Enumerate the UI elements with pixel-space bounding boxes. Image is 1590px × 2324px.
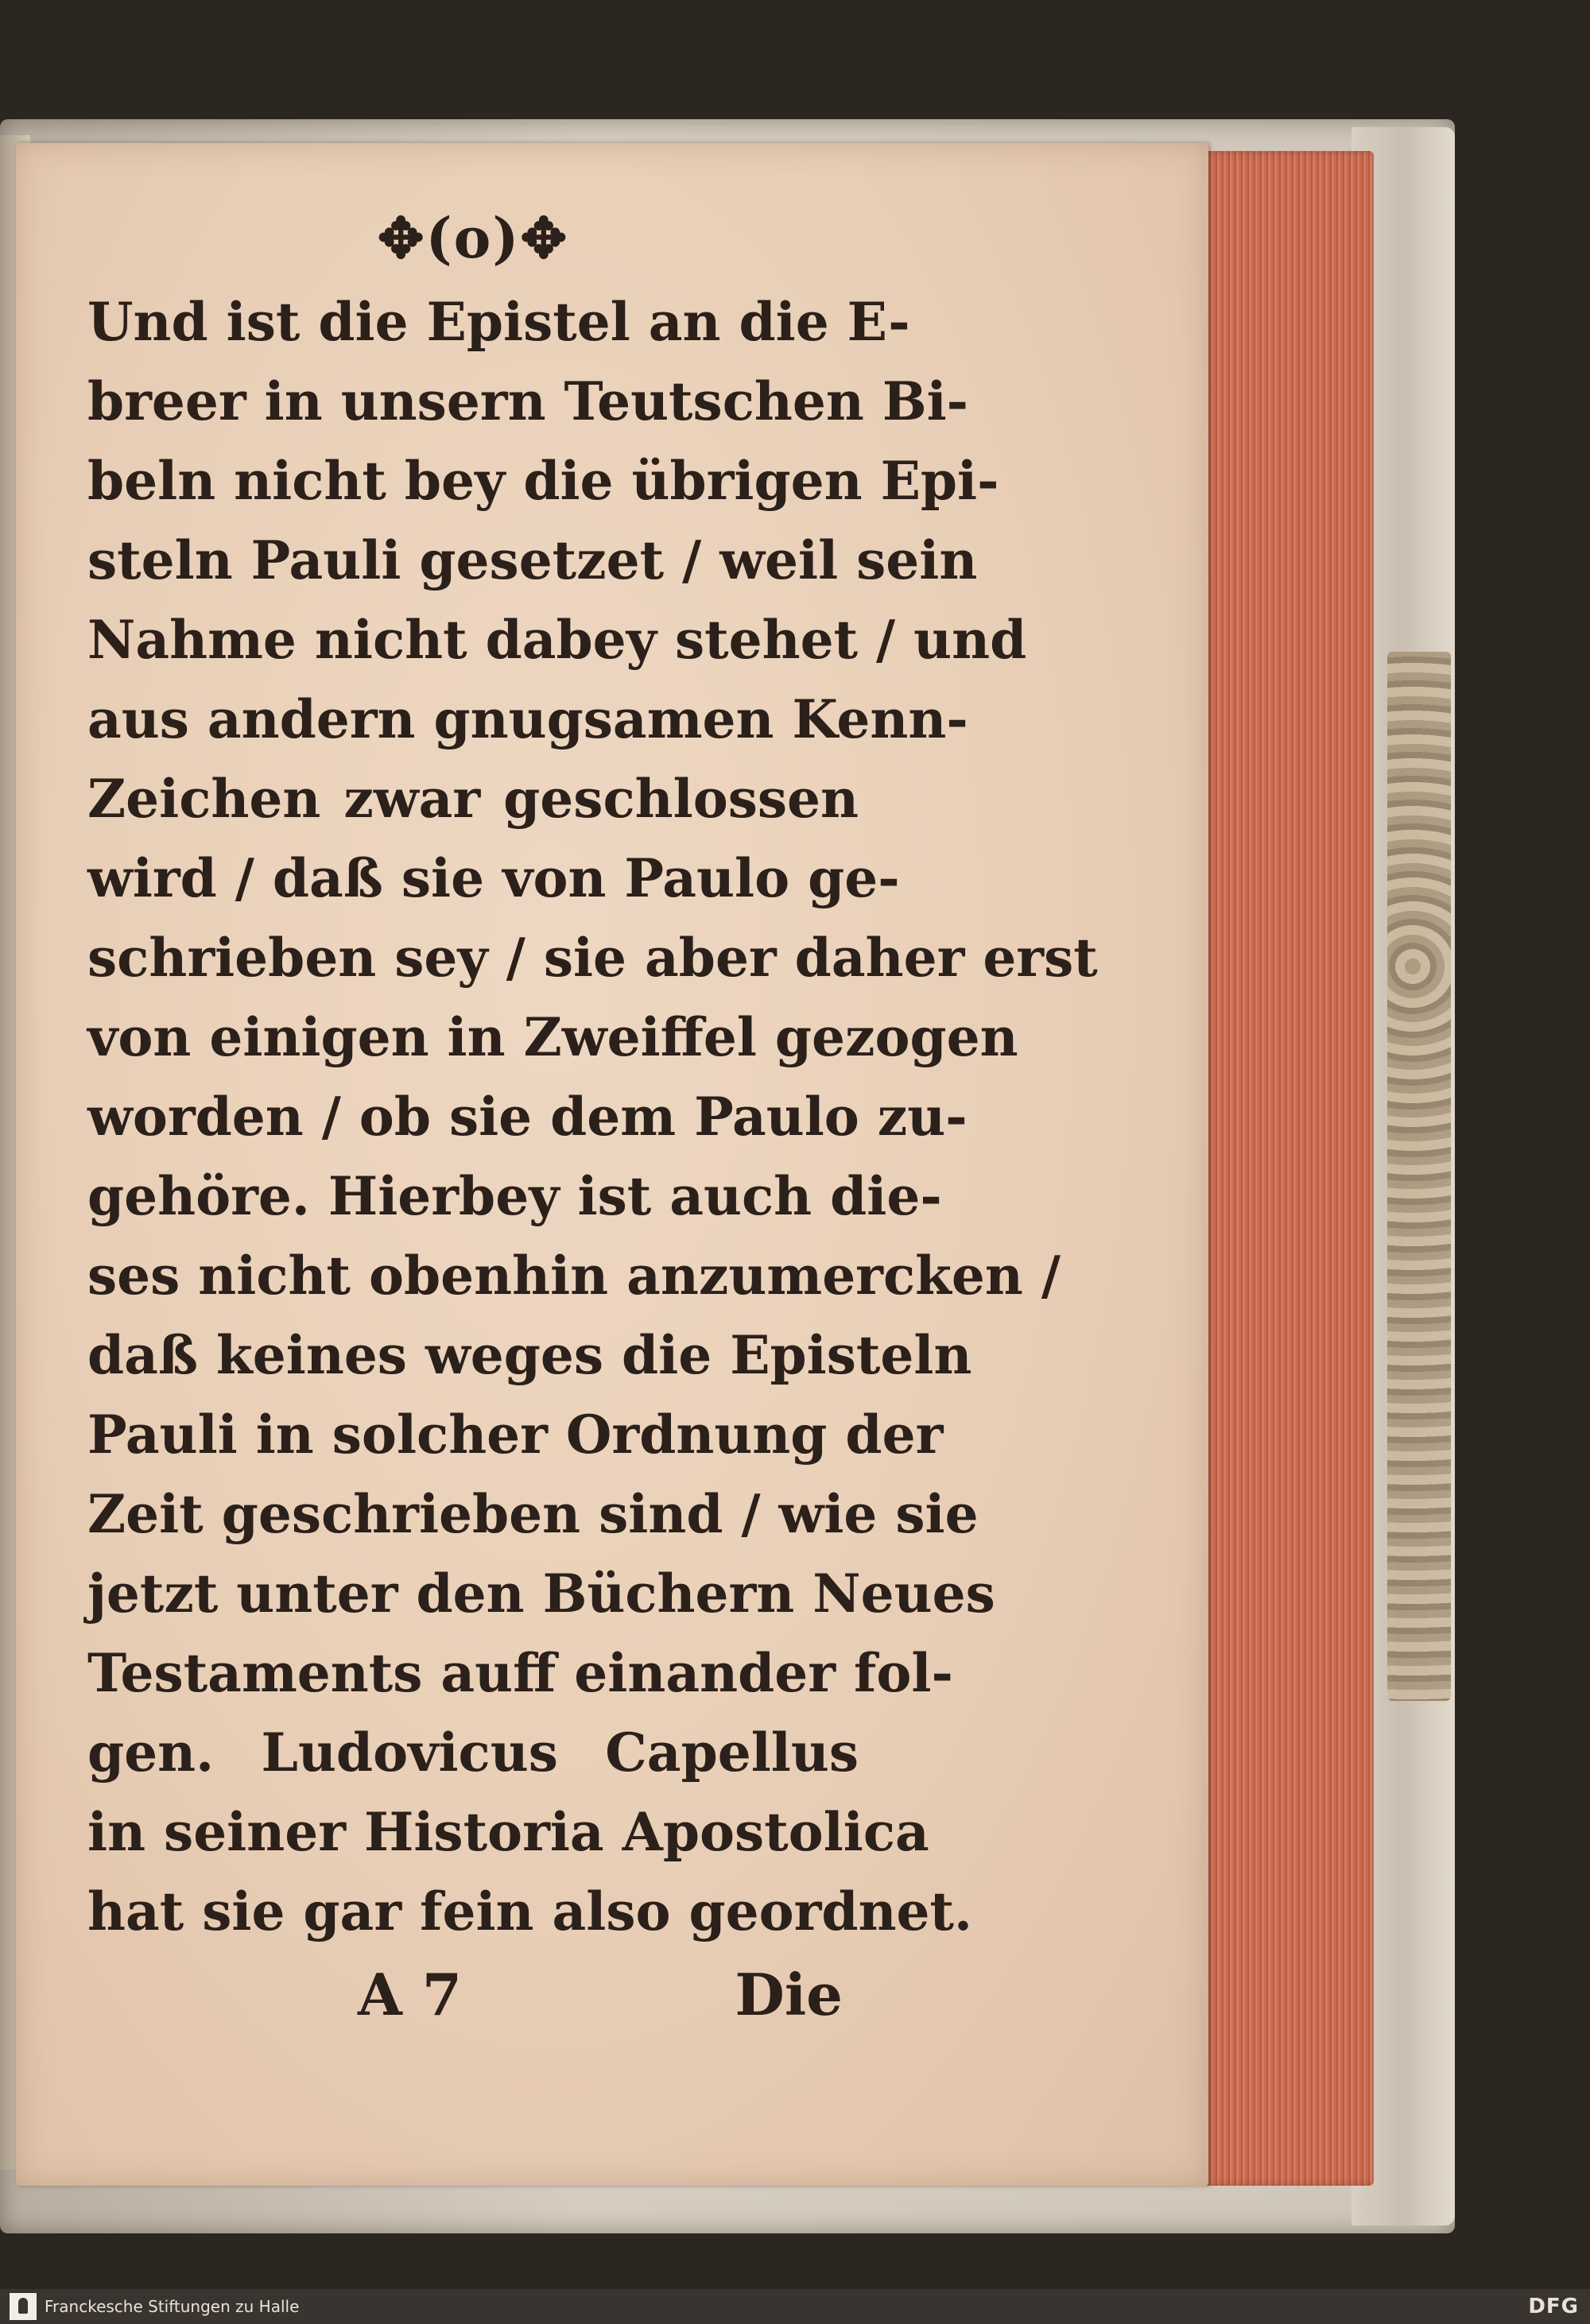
text-line: ses nicht obenhin anzumercken /: [87, 1245, 1061, 1307]
text-line: daß keines weges die Episteln: [87, 1324, 972, 1386]
text-line: Zeit geschrieben sind / wie sie: [87, 1483, 979, 1545]
text-line: Pauli in solcher Ordnung der: [87, 1404, 944, 1466]
text-line: gehöre. Hierbey ist auch die-: [87, 1165, 942, 1227]
institution-name: Franckesche Stiftungen zu Halle: [45, 2297, 300, 2316]
page-ornament: ✥(o)✥: [377, 205, 569, 271]
text-line: schrieben sey / sie aber daher erst: [87, 927, 1098, 989]
text-line: Und ist die Epistel an die E-: [87, 291, 910, 353]
text-line: gen. Ludovicus Capellus: [87, 1722, 859, 1784]
viewer-footer-bar: [0, 2289, 1590, 2324]
institution-credit: [0, 2293, 299, 2320]
text-line: Zeichen zwar geschlossen: [87, 768, 859, 830]
signature-mark: A 7: [358, 1961, 463, 2028]
institution-logo-icon: [10, 2293, 37, 2320]
text-line: Testaments auff einander fol-: [87, 1642, 953, 1704]
page-footer: [87, 1951, 859, 2039]
text-line: jetzt unter den Büchern Neues: [87, 1563, 995, 1625]
text-line: aus andern gnugsamen Kenn-: [87, 688, 968, 750]
text-lines: [87, 282, 1098, 1951]
text-line: wird / daß sie von Paulo ge-: [87, 847, 900, 909]
dfg-logo: DFG: [1528, 2295, 1579, 2318]
text-line: hat sie gar fein also geordnet.: [87, 1881, 973, 1942]
text-line: von einigen in Zweiffel gezogen: [87, 1006, 1018, 1068]
text-line: worden / ob sie dem Paulo zu-: [87, 1086, 968, 1148]
text-line: beln nicht bey die übrigen Epi-: [87, 450, 999, 512]
text-line: Nahme nicht dabey stehet / und: [87, 609, 1027, 671]
text-line: breer in unsern Teutschen Bi-: [87, 370, 969, 432]
text-line: steln Pauli gesetzet / weil sein: [87, 529, 978, 591]
catchword: Die: [735, 1961, 843, 2028]
page-text: [87, 203, 1098, 2039]
marbled-paper: [1387, 652, 1451, 1701]
text-line: in seiner Historia Apostolica: [87, 1801, 929, 1863]
